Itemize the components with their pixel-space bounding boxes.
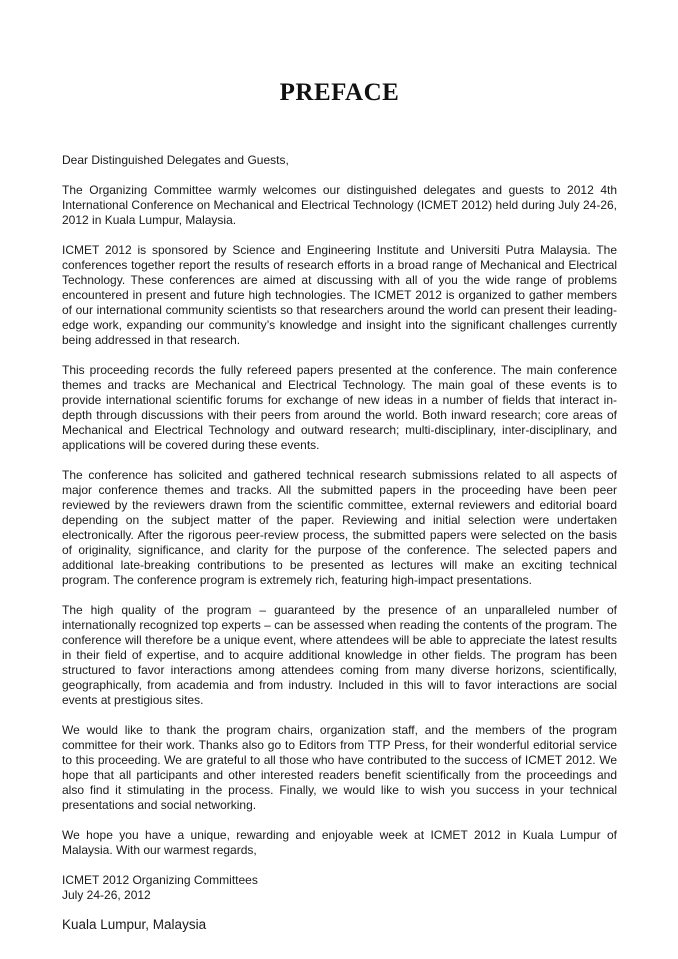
paragraph-proceeding-themes: This proceeding records the fully refereed papers presented at the conference. The main conference themes and tracks are Mechanical and Electrical Technology. The main goal of these events is to provide international scientific forums for exchange of new ideas in a number of fields that interact in-depth through discussions with their peers from around the world. Both inward research; core areas of Mechanical and Electrical Technology and outward research; multi-disciplinary, inter-disciplinary, and applications will be covered during these events. — [62, 363, 617, 452]
greeting-line: Dear Distinguished Delegates and Guests, — [62, 153, 289, 167]
page-title: PREFACE — [279, 79, 400, 106]
signature-committee: ICMET 2012 Organizing Committees — [62, 873, 258, 887]
paragraph-peer-review: The conference has solicited and gathered technical research submissions related to all aspects of major conference themes and tracks. All the submitted papers in the proceeding have been peer reviewed by the reviewers drawn from the scientific committee, external reviewers and editorial board depending on the subject matter of the paper. Reviewing and initial selection were undertaken electronically. After the rigorous peer-review process, the submitted papers were selected on the basis of originality, significance, and clarity for the purpose of the conference. The selected papers and additional late-breaking contributions to be presented as lectures will make an exciting technical program. The conference program is extremely rich, featuring high-impact presentations. — [62, 468, 617, 587]
paragraph-thanks: We would like to thank the program chairs, organization staff, and the members of the program committee for their work. Thanks also go to Editors from TTP Press, for their wonderful editorial service to this proceeding. We are grateful to all those who have contributed to the success of ICMET 2012. We hope that all participants and other interested readers benefit scientifically from the proceedings and also find it stimulating in the process. Finally, we would like to wish you success in your technical presentations and social networking. — [62, 723, 617, 812]
signature-block — [62, 873, 617, 933]
paragraph-sponsors: ICMET 2012 is sponsored by Science and Engineering Institute and Universiti Putra Malaysia. The conferences together report the results of research efforts in a broad range of Mechanical and Electrical Technology. These conferences are aimed at discussing with all of you the wide range of problems encountered in present and future high technologies. The ICMET 2012 is organized to gather members of our international community scientists so that researchers around the world can present their leading-edge work, expanding our community’s knowledge and insight into the significant challenges currently being addressed in that research. — [62, 243, 617, 347]
paragraph-farewell: We hope you have a unique, rewarding and enjoyable week at ICMET 2012 in Kuala Lumpur of Malaysia. With our warmest regards, — [62, 828, 617, 857]
signature-date: July 24-26, 2012 — [62, 888, 151, 902]
paragraph-program-quality: The high quality of the program – guaranteed by the presence of an unparalleled number of internationally recognized top experts – can be assessed when reading the contents of the program. The conference will therefore be a unique event, where attendees will be able to appreciate the latest results in their field of expertise, and to acquire additional knowledge in other fields. The program has been structured to favor interactions among attendees coming from many diverse horizons, scientifically, geographically, from academia and from industry. Included in this will to favor interactions are social events at prestigious sites. — [62, 603, 617, 707]
paragraph-welcome: The Organizing Committee warmly welcomes our distinguished delegates and guests to 2012 4th International Conference on Mechanical and Electrical Technology (ICMET 2012) held during July 24-26, 2012 in Kuala Lumpur, Malaysia. — [62, 183, 617, 227]
signature-location: Kuala Lumpur, Malaysia — [62, 917, 207, 932]
